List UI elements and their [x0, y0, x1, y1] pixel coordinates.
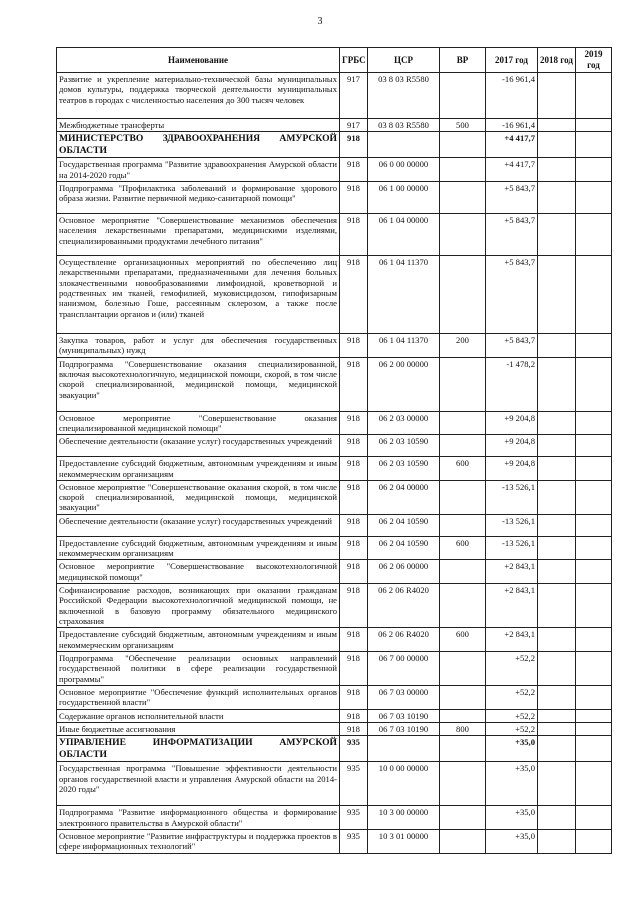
row-csr: 06 7 03 00000 [368, 685, 440, 709]
row-amount-2018 [538, 357, 576, 411]
row-grbs: 918 [340, 584, 368, 628]
row-amount-2019 [576, 357, 612, 411]
row-amount-2017: -13 526,1 [486, 514, 538, 536]
row-amount-2017: +52,2 [486, 685, 538, 709]
row-amount-2018 [538, 536, 576, 560]
row-grbs: 935 [340, 762, 368, 806]
row-amount-2017: +5 843,7 [486, 333, 538, 357]
table-row [57, 411, 612, 435]
row-name: Межбюджетные трансферты [57, 119, 340, 132]
row-name: Подпрограмма "Профилактика заболеваний и формирование здорового образа жизни. Развитие первичной медико-санитарной помощи" [57, 181, 340, 213]
row-vr [440, 411, 486, 435]
row-csr: 06 1 04 00000 [368, 213, 440, 255]
row-amount-2019 [576, 829, 612, 853]
table-row [57, 213, 612, 255]
row-amount-2018 [538, 829, 576, 853]
row-amount-2018 [538, 457, 576, 481]
row-grbs: 918 [340, 132, 368, 158]
row-amount-2019 [576, 560, 612, 584]
row-amount-2018 [538, 628, 576, 652]
row-amount-2019 [576, 722, 612, 735]
row-amount-2017: +5 843,7 [486, 181, 538, 213]
row-name: Содержание органов исполнительной власти [57, 709, 340, 722]
row-amount-2019 [576, 806, 612, 830]
row-grbs: 917 [340, 119, 368, 132]
table-row [57, 457, 612, 481]
row-vr [440, 213, 486, 255]
row-name: Обеспечение деятельности (оказание услуг) государственных учреждений [57, 435, 340, 457]
row-vr [440, 181, 486, 213]
row-amount-2017: +52,2 [486, 651, 538, 685]
row-csr: 06 2 06 R4020 [368, 584, 440, 628]
row-csr: 06 7 00 00000 [368, 651, 440, 685]
row-csr: 10 0 00 00000 [368, 762, 440, 806]
row-name: Основное мероприятие "Развитие инфраструктуры и поддержка проектов в сфере информационных технологий" [57, 829, 340, 853]
row-csr: 06 2 04 10590 [368, 514, 440, 536]
row-vr [440, 132, 486, 158]
row-amount-2019 [576, 628, 612, 652]
row-vr [440, 762, 486, 806]
row-csr: 06 0 00 00000 [368, 158, 440, 182]
table-row [57, 685, 612, 709]
table-row [57, 829, 612, 853]
row-csr: 06 2 00 00000 [368, 357, 440, 411]
row-amount-2017: -16 961,4 [486, 73, 538, 119]
row-grbs: 918 [340, 333, 368, 357]
row-amount-2019 [576, 333, 612, 357]
row-vr [440, 560, 486, 584]
row-amount-2018 [538, 762, 576, 806]
row-amount-2017: +35,0 [486, 762, 538, 806]
table-row [57, 480, 612, 514]
row-amount-2017: +35,0 [486, 829, 538, 853]
row-csr: 06 1 00 00000 [368, 181, 440, 213]
row-csr: 06 2 04 00000 [368, 480, 440, 514]
row-amount-2019 [576, 584, 612, 628]
row-vr [440, 158, 486, 182]
row-name: Софинансирование расходов, возникающих при оказании гражданам Российской Федерации высокотехнологичной медицинской помощи, не включенной в базовую программу обязательного медицинского страхования [57, 584, 340, 628]
row-vr [440, 255, 486, 333]
row-amount-2018 [538, 584, 576, 628]
row-name: Предоставление субсидий бюджетным, автономным учреждениям и иным некоммерческим организациям [57, 628, 340, 652]
row-amount-2019 [576, 181, 612, 213]
table-row [57, 584, 612, 628]
row-csr: 06 2 04 10590 [368, 536, 440, 560]
row-amount-2018 [538, 736, 576, 762]
row-amount-2017: -16 961,4 [486, 119, 538, 132]
row-vr: 500 [440, 119, 486, 132]
budget-table [56, 47, 612, 854]
table-row [57, 536, 612, 560]
row-grbs: 918 [340, 411, 368, 435]
table-row [57, 560, 612, 584]
row-amount-2017: +2 843,1 [486, 560, 538, 584]
row-csr: 10 3 01 00000 [368, 829, 440, 853]
row-grbs: 918 [340, 628, 368, 652]
row-csr: 06 7 03 10190 [368, 709, 440, 722]
row-amount-2019 [576, 762, 612, 806]
row-amount-2019 [576, 119, 612, 132]
header-csr: ЦСР [368, 48, 440, 73]
row-csr: 03 8 03 R5580 [368, 119, 440, 132]
row-vr [440, 736, 486, 762]
row-amount-2017: +9 204,8 [486, 411, 538, 435]
row-amount-2017: +4 417,7 [486, 158, 538, 182]
row-vr [440, 806, 486, 830]
row-amount-2019 [576, 685, 612, 709]
row-grbs: 918 [340, 722, 368, 735]
row-amount-2019 [576, 158, 612, 182]
row-csr: 06 2 06 R4020 [368, 628, 440, 652]
row-vr [440, 480, 486, 514]
row-amount-2017: +5 843,7 [486, 213, 538, 255]
row-name: Закупка товаров, работ и услуг для обеспечения государственных (муниципальных) нужд [57, 333, 340, 357]
table-row [57, 651, 612, 685]
row-name: Иные бюджетные ассигнования [57, 722, 340, 735]
row-grbs: 918 [340, 213, 368, 255]
row-grbs: 918 [340, 709, 368, 722]
header-2018: 2018 год [538, 48, 576, 73]
row-amount-2019 [576, 480, 612, 514]
row-vr [440, 685, 486, 709]
row-grbs: 918 [340, 536, 368, 560]
table-row [57, 255, 612, 333]
row-amount-2019 [576, 213, 612, 255]
row-amount-2018 [538, 435, 576, 457]
row-amount-2017: +35,0 [486, 736, 538, 762]
row-amount-2017: -13 526,1 [486, 536, 538, 560]
row-grbs: 918 [340, 435, 368, 457]
row-name: Основное мероприятие "Совершенствование механизмов обеспечения населения лекарственными препаратами, медицинскими изделиями, специализированными продуктами лечебного питания" [57, 213, 340, 255]
row-name: Подпрограмма "Совершенствование оказания специализированной, включая высокотехнологичную, медицинской помощи, скорой, в том числе скорой специализированной, медицинской помощи, медицинской эвакуации" [57, 357, 340, 411]
row-grbs: 918 [340, 255, 368, 333]
row-amount-2019 [576, 536, 612, 560]
row-name: Подпрограмма "Развитие информационного общества и формирование электронного правительства в Амурской области" [57, 806, 340, 830]
row-amount-2017: +5 843,7 [486, 255, 538, 333]
row-amount-2019 [576, 651, 612, 685]
row-vr: 800 [440, 722, 486, 735]
row-csr: 06 2 03 00000 [368, 411, 440, 435]
row-csr: 06 2 06 00000 [368, 560, 440, 584]
row-amount-2018 [538, 806, 576, 830]
row-amount-2019 [576, 435, 612, 457]
row-amount-2019 [576, 73, 612, 119]
row-name: Развитие и укрепление материально-технической базы муниципальных домов культуры, поддержка творческой деятельности муниципальных театров в городах с численностью населения до 300 тысяч человек [57, 73, 340, 119]
row-csr: 03 8 03 R5580 [368, 73, 440, 119]
row-amount-2017: +9 204,8 [486, 457, 538, 481]
table-row [57, 762, 612, 806]
row-amount-2019 [576, 709, 612, 722]
row-grbs: 935 [340, 736, 368, 762]
row-vr: 600 [440, 536, 486, 560]
row-amount-2017: +35,0 [486, 806, 538, 830]
row-grbs: 918 [340, 457, 368, 481]
row-grbs: 935 [340, 806, 368, 830]
row-grbs: 918 [340, 357, 368, 411]
table-row [57, 628, 612, 652]
row-name: Государственная программа "Развитие здравоохранения Амурской области на 2014-2020 годы" [57, 158, 340, 182]
table-row [57, 158, 612, 182]
table-row [57, 709, 612, 722]
row-vr [440, 357, 486, 411]
table-row [57, 181, 612, 213]
table-header-row [57, 48, 612, 73]
row-name: Подпрограмма "Обеспечение реализации основных направлений государственной политики в сфере реализации государственной программы" [57, 651, 340, 685]
row-amount-2018 [538, 560, 576, 584]
header-grbs: ГРБС [340, 48, 368, 73]
table-row [57, 514, 612, 536]
row-amount-2018 [538, 333, 576, 357]
table-row [57, 722, 612, 735]
row-grbs: 917 [340, 73, 368, 119]
row-name: Основное мероприятие "Обеспечение функций исполнительных органов государственной власти" [57, 685, 340, 709]
row-amount-2017: +9 204,8 [486, 435, 538, 457]
row-vr: 600 [440, 457, 486, 481]
row-amount-2017: +2 843,1 [486, 584, 538, 628]
row-csr: 06 2 03 10590 [368, 457, 440, 481]
row-amount-2018 [538, 255, 576, 333]
row-name: Основное мероприятие "Совершенствование высокотехнологичной медицинской помощи" [57, 560, 340, 584]
row-amount-2017: +52,2 [486, 709, 538, 722]
row-vr [440, 709, 486, 722]
row-amount-2019 [576, 736, 612, 762]
row-amount-2018 [538, 651, 576, 685]
row-vr [440, 584, 486, 628]
row-csr: 06 1 04 11370 [368, 255, 440, 333]
table-row [57, 333, 612, 357]
table-row [57, 435, 612, 457]
table-row [57, 736, 612, 762]
row-name: МИНИСТЕРСТВО ЗДРАВООХРАНЕНИЯ АМУРСКОЙ ОБЛАСТИ [57, 132, 340, 158]
row-amount-2017: +4 417,7 [486, 132, 538, 158]
row-grbs: 918 [340, 480, 368, 514]
row-vr [440, 435, 486, 457]
row-vr: 200 [440, 333, 486, 357]
row-amount-2019 [576, 411, 612, 435]
row-vr: 600 [440, 628, 486, 652]
row-grbs: 935 [340, 829, 368, 853]
header-vr: ВР [440, 48, 486, 73]
table-row [57, 119, 612, 132]
row-vr [440, 829, 486, 853]
row-grbs: 918 [340, 560, 368, 584]
row-grbs: 918 [340, 651, 368, 685]
row-amount-2018 [538, 119, 576, 132]
row-csr [368, 736, 440, 762]
table-row [57, 357, 612, 411]
row-name: Основное мероприятие "Совершенствование оказания скорой, в том числе скорой специализированной, медицинской помощи, медицинской эвакуации" [57, 480, 340, 514]
row-amount-2018 [538, 132, 576, 158]
row-csr: 06 7 03 10190 [368, 722, 440, 735]
row-amount-2018 [538, 685, 576, 709]
header-2017: 2017 год [486, 48, 538, 73]
table-row [57, 132, 612, 158]
row-csr [368, 132, 440, 158]
table-row [57, 806, 612, 830]
row-amount-2018 [538, 722, 576, 735]
header-name: Наименование [57, 48, 340, 73]
row-amount-2017: -13 526,1 [486, 480, 538, 514]
row-amount-2018 [538, 181, 576, 213]
row-name: Основное мероприятие "Совершенствование оказания специализированной медицинской помощи" [57, 411, 340, 435]
row-name: Обеспечение деятельности (оказание услуг) государственных учреждений [57, 514, 340, 536]
row-vr [440, 651, 486, 685]
row-amount-2018 [538, 480, 576, 514]
row-amount-2017: +2 843,1 [486, 628, 538, 652]
row-amount-2018 [538, 158, 576, 182]
row-name: УПРАВЛЕНИЕ ИНФОРМАТИЗАЦИИ АМУРСКОЙ ОБЛАСТИ [57, 736, 340, 762]
row-vr [440, 73, 486, 119]
row-amount-2019 [576, 457, 612, 481]
row-amount-2018 [538, 709, 576, 722]
row-name: Осуществление организационных мероприятий по обеспечению лиц лекарственными препаратами, предназначенными для лечения больных злокачественными новообразованиями лимфоидной, кроветворной и родственных им тканей, гемофилией, муковисцидозом, гипофизарным нанизмом, болезнью Гоше, рассеянным склерозом, а также после трансплантации органов и (или) тканей [57, 255, 340, 333]
header-2019: 2019 год [576, 48, 612, 73]
row-grbs: 918 [340, 514, 368, 536]
row-amount-2019 [576, 255, 612, 333]
row-amount-2018 [538, 411, 576, 435]
row-csr: 10 3 00 00000 [368, 806, 440, 830]
row-amount-2018 [538, 514, 576, 536]
row-grbs: 918 [340, 158, 368, 182]
row-name: Предоставление субсидий бюджетным, автономным учреждениям и иным некоммерческим организациям [57, 457, 340, 481]
row-amount-2017: +52,2 [486, 722, 538, 735]
row-csr: 06 1 04 11370 [368, 333, 440, 357]
row-name: Предоставление субсидий бюджетным, автономным учреждениям и иным некоммерческим организациям [57, 536, 340, 560]
row-amount-2019 [576, 132, 612, 158]
row-name: Государственная программа "Повышение эффективности деятельности органов государственной власти и управления Амурской области на 2014-2020 годы" [57, 762, 340, 806]
row-vr [440, 514, 486, 536]
row-amount-2018 [538, 73, 576, 119]
row-csr: 06 2 03 10590 [368, 435, 440, 457]
row-grbs: 918 [340, 181, 368, 213]
table-row [57, 73, 612, 119]
row-grbs: 918 [340, 685, 368, 709]
row-amount-2017: -1 478,2 [486, 357, 538, 411]
page-number: 3 [317, 16, 323, 27]
row-amount-2018 [538, 213, 576, 255]
row-amount-2019 [576, 514, 612, 536]
